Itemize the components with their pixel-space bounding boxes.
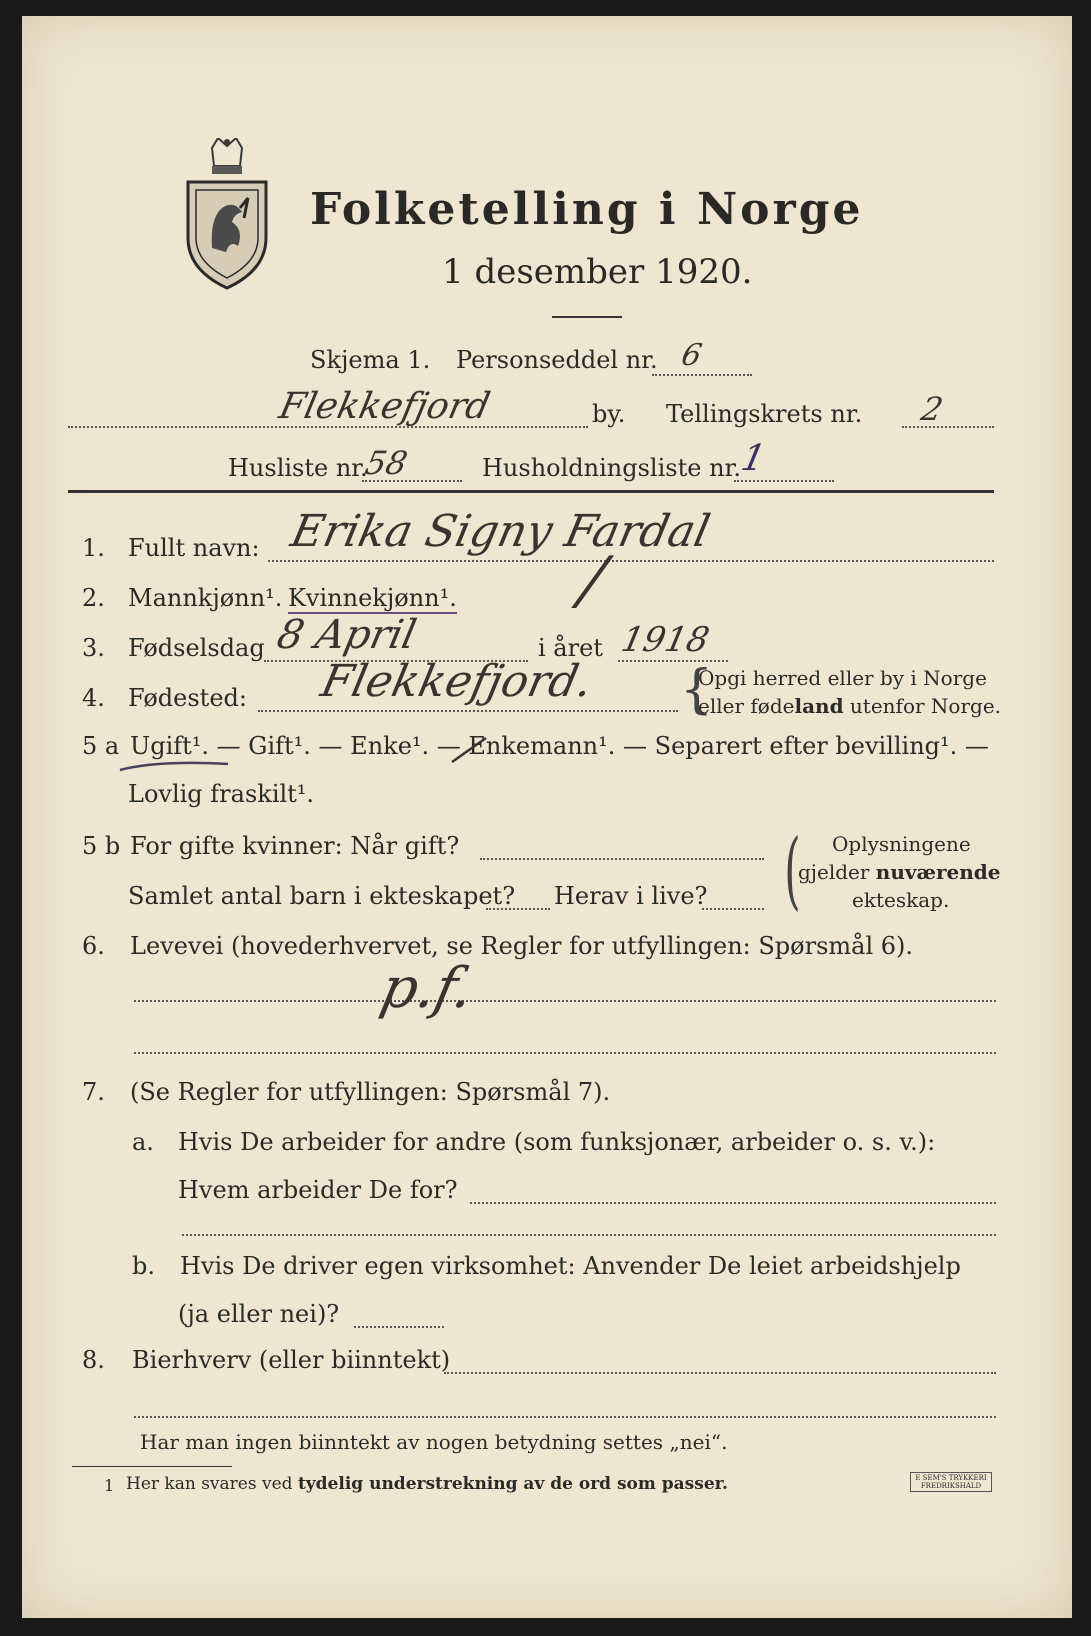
q6-number: 6. xyxy=(82,932,105,960)
by-value[interactable]: Flekkefjord xyxy=(275,386,494,427)
q2-number: 2. xyxy=(82,584,105,612)
q7-number: 7. xyxy=(82,1078,105,1106)
lovlig-fraskilt-option[interactable]: Lovlig fraskilt¹. xyxy=(128,780,315,808)
q7b-letter: b. xyxy=(132,1252,155,1280)
husholdning-label: Husholdningsliste nr. xyxy=(482,454,741,482)
hired-help-label: (ja eller nei)? xyxy=(178,1300,340,1328)
q1-number: 1. xyxy=(82,534,105,562)
husholdning-value[interactable]: 1 xyxy=(737,438,770,479)
q7b-text: Hvis De driver egen virksomhet: Anvender De leiet arbeidshjelp xyxy=(180,1252,961,1280)
brace-icon: { xyxy=(680,660,714,720)
q7a-text: Hvis De arbeider for andre (som funksjonær, arbeider o. s. v.): xyxy=(178,1128,936,1156)
brace-icon: ( xyxy=(784,821,801,919)
q6-label: Levevei (hovederhvervet, se Regler for utfyllingen: Spørsmål 6). xyxy=(130,932,914,960)
tellingskrets-value[interactable]: 2 xyxy=(917,390,947,428)
husliste-value[interactable]: 58 xyxy=(361,444,411,482)
no-income-note: Har man ingen biinntekt av nogen betydning settes „nei“. xyxy=(140,1430,728,1454)
q4-number: 4. xyxy=(82,684,105,712)
male-option[interactable]: Mannkjønn¹. xyxy=(128,584,283,612)
q3-number: 3. xyxy=(82,634,105,662)
by-label: by. xyxy=(592,400,626,428)
husliste-label: Husliste nr. xyxy=(228,454,368,482)
birthday-value[interactable]: 8 April xyxy=(273,612,421,658)
skjema-label: Skjema 1. xyxy=(310,346,431,374)
form-title: Folketelling i Norge xyxy=(310,184,864,235)
printer-stamp: E SEM'S TRYKKERI FREDRIKSHALD xyxy=(910,1472,992,1492)
ugift-underline xyxy=(118,756,248,776)
footnote-divider xyxy=(72,1466,232,1467)
header-separator xyxy=(68,490,994,493)
employer-label: Hvem arbeider De for? xyxy=(178,1176,458,1204)
q5a-number: 5 a xyxy=(82,732,120,760)
children-alive-label: Herav i live? xyxy=(554,882,708,910)
census-form xyxy=(22,16,1072,1618)
q4-label: Fødested: xyxy=(128,684,247,712)
title-divider xyxy=(552,316,622,318)
birth-year-value[interactable]: 1918 xyxy=(617,620,713,660)
q1-label: Fullt navn: xyxy=(128,534,260,562)
q4-note-2: eller fødeland utenfor Norge. xyxy=(698,694,1002,718)
footnote-number: 1 xyxy=(104,1476,115,1495)
full-name-value[interactable]: Erika Signy Fardal xyxy=(286,506,715,557)
personseddel-label: Personseddel nr. xyxy=(456,346,658,374)
q3-label: Fødselsdag xyxy=(128,634,265,662)
children-total-label: Samlet antal barn i ekteskapet? xyxy=(128,882,516,910)
q7-label: (Se Regler for utfyllingen: Spørsmål 7). xyxy=(130,1078,611,1106)
q4-note-1: Opgi herred eller by i Norge xyxy=(698,666,987,690)
female-option[interactable]: Kvinnekjønn¹. xyxy=(288,584,457,612)
gender-mark: / xyxy=(574,544,612,618)
footnote-text: Her kan svares ved tydelig understrekning av de ord som passer. xyxy=(126,1474,728,1494)
marital-status-options[interactable]: Ugift¹. — Gift¹. — Enke¹. — Enkemann¹. — Separert efter bevilling¹. — xyxy=(130,732,989,760)
personseddel-value[interactable]: 6 xyxy=(678,338,705,373)
q8-label: Bierhverv (eller biinntekt) xyxy=(132,1346,451,1374)
occupation-value[interactable]: p.f. xyxy=(375,956,480,1021)
q5b-note-3: ekteskap. xyxy=(852,888,950,912)
q7a-letter: a. xyxy=(132,1128,154,1156)
tellingskrets-label: Tellingskrets nr. xyxy=(666,400,863,428)
birthplace-value[interactable]: Flekkefjord. xyxy=(316,656,598,707)
when-married-label: For gifte kvinner: Når gift? xyxy=(130,832,460,860)
coat-of-arms-icon xyxy=(182,138,272,290)
census-date: 1 desember 1920. xyxy=(442,252,753,292)
q5b-note-1: Oplysningene xyxy=(832,832,971,856)
q5b-note-2: gjelder nuværende xyxy=(798,860,1001,884)
q5b-number: 5 b xyxy=(82,832,121,860)
q8-number: 8. xyxy=(82,1346,105,1374)
year-label: i året xyxy=(538,634,603,662)
marital-strike-mark xyxy=(450,736,490,766)
